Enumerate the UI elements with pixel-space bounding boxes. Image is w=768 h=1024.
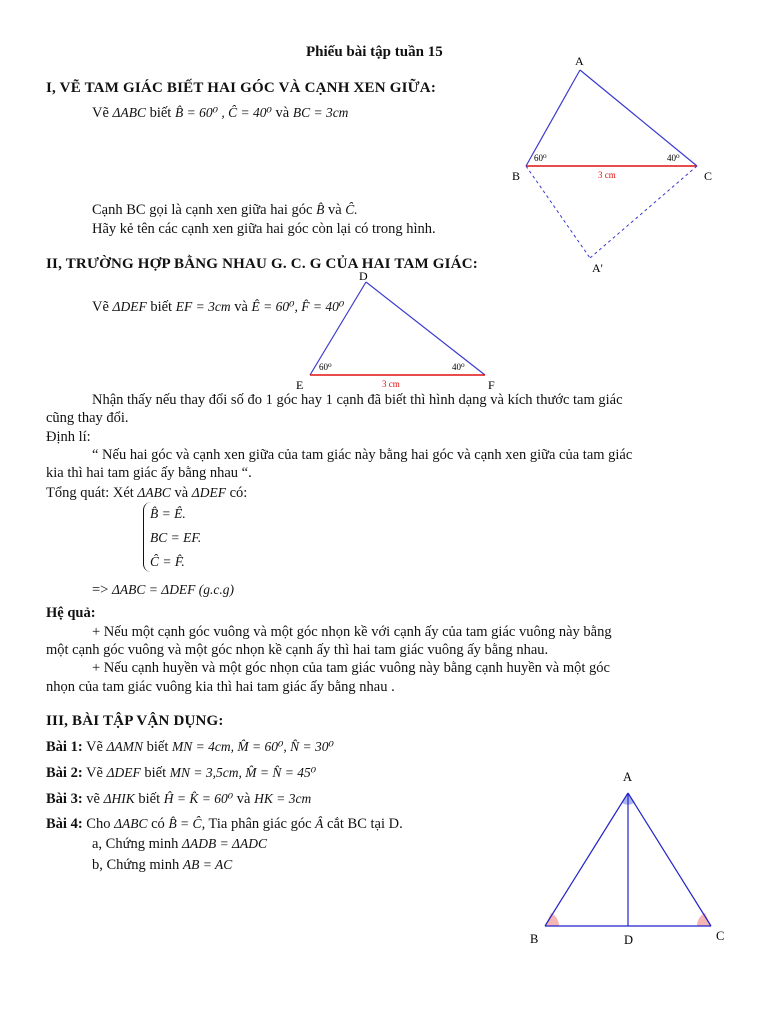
fig2-label-e: E <box>296 378 304 392</box>
note1-va: và <box>327 202 342 218</box>
ex4-co: có <box>151 816 165 832</box>
ex4-triangle: ΔABC <box>114 816 148 831</box>
task2-biet: biết <box>150 299 173 315</box>
fig1-angle-c: 40⁰ <box>667 153 680 163</box>
ex4-angle: Â <box>315 816 324 831</box>
fig1-angle-b: 60⁰ <box>534 153 547 163</box>
task-prefix: Vẽ <box>92 105 109 121</box>
corollary2-line2: nhọn của tam giác vuông kia thì hai tam giác ấy bằng nhau . <box>46 679 395 695</box>
task-angles: B̂ = 60⁰ , Ĉ = 40⁰ <box>174 105 272 120</box>
fig3-label-b: B <box>530 932 539 946</box>
corollary1-line2: một cạnh góc vuông và một góc nhọn kề cạnh ấy thì hai tam giác vuông ấy bằng nhau. <box>46 642 549 658</box>
ex1-given: MN = 4cm, M̂ = 60⁰, N̂ = 30⁰ <box>172 739 334 754</box>
observation-line2: cũng thay đổi. <box>46 410 129 426</box>
theorem-line1: “ Nếu hai góc và cạnh xen giữa của tam giác này bằng hai góc và cạnh xen giữa của tam giác <box>92 447 633 463</box>
ex4a-math: ΔADB = ΔADC <box>182 836 267 851</box>
ex3-given: Ĥ = K̂ = 60⁰ <box>163 791 234 806</box>
corollary1-line1: + Nếu một cạnh góc vuông và một góc nhọn kề với cạnh ấy của tam giác vuông này bằng <box>92 624 612 640</box>
task-triangle: ΔABC <box>112 105 146 120</box>
ex2-label: Bài 2: <box>46 765 83 781</box>
ex4-rest: , Tia phân giác góc <box>201 816 312 832</box>
ex1-label: Bài 1: <box>46 739 83 755</box>
ex4b-math: AB = AC <box>182 857 233 872</box>
note1-angle-b: B̂ <box>316 202 325 217</box>
fig3-label-a: A <box>623 770 633 784</box>
task-biet: biết <box>149 105 172 121</box>
general-va: và <box>174 485 189 501</box>
section3-heading: III, BÀI TẬP VẬN DỤNG: <box>46 713 224 729</box>
ex3-va: và <box>236 791 251 807</box>
theorem-label: Định lí: <box>46 429 91 445</box>
conclusion-math: ΔABC = ΔDEF (g.c.g) <box>111 582 235 597</box>
ex1-biet: biết <box>146 739 169 755</box>
ex4-text: Cho <box>86 816 111 832</box>
theorem-line2: kia thì hai tam giác ấy bằng nhau “. <box>46 465 252 481</box>
ex4b-text: b, Chứng minh <box>92 857 180 873</box>
section2-heading: II, TRƯỜNG HỢP BẰNG NHAU G. C. G CỦA HAI TAM GIÁC: <box>46 256 478 272</box>
ex2-triangle: ΔDEF <box>106 765 141 780</box>
general-co: có: <box>229 485 248 501</box>
ex3-triangle: ΔHIK <box>103 791 135 806</box>
corollary-label: Hệ quả: <box>46 605 96 621</box>
ex4-given: B̂ = Ĉ <box>168 816 202 831</box>
condition-1: B̂ = Ê. <box>150 506 186 521</box>
general-prefix: Tổng quát: Xét <box>46 485 134 501</box>
fig1-label-c: C <box>704 169 713 183</box>
fig1-label-b: B <box>512 169 521 183</box>
ex2-given: MN = 3,5cm, M̂ = N̂ = 45⁰ <box>169 765 317 780</box>
section1-heading: I, VẼ TAM GIÁC BIẾT HAI GÓC VÀ CẠNH XEN GIỮA: <box>46 80 437 96</box>
ex3-text: vẽ <box>86 791 100 807</box>
fig1-label-a: A <box>575 54 584 68</box>
section1-note2: Hãy kẻ tên các cạnh xen giữa hai góc còn lại có trong hình. <box>92 221 436 237</box>
ex4a-text: a, Chứng minh <box>92 836 179 852</box>
fig2-label-f: F <box>488 378 495 392</box>
corollary2-line1: + Nếu cạnh huyền và một góc nhọn của tam giác vuông này bằng cạnh huyền và một góc <box>92 660 610 676</box>
fig1-label-a-prime: A' <box>592 261 603 275</box>
ex1-text: Vẽ <box>86 739 103 755</box>
fig1-side-label: 3 cm <box>598 170 616 180</box>
task2-side: EF = 3cm <box>175 299 231 314</box>
ex3-label: Bài 3: <box>46 791 83 807</box>
fig2-label-d: D <box>359 269 368 283</box>
condition-3: Ĉ = F̂. <box>150 554 185 569</box>
observation-line1: Nhận thấy nếu thay đổi số đo 1 góc hay 1 cạnh đã biết thì hình dạng và kích thước tam giác <box>92 392 623 408</box>
ex4-label: Bài 4: <box>46 816 83 832</box>
fig3-label-c: C <box>716 929 725 943</box>
task2-triangle: ΔDEF <box>112 299 147 314</box>
condition-2: BC = EF. <box>150 530 202 545</box>
ex4-end: cắt BC tại D. <box>327 816 403 832</box>
conclusion-arrow: => <box>92 582 109 598</box>
task-va: và <box>275 105 290 121</box>
ex2-biet: biết <box>144 765 167 781</box>
fig2-angle-f: 40⁰ <box>452 362 465 372</box>
fig2-side-label: 3 cm <box>382 379 400 389</box>
note1-text: Cạnh BC gọi là cạnh xen giữa hai góc <box>92 202 313 218</box>
task-side: BC = 3cm <box>292 105 349 120</box>
ex3-biet: biết <box>138 791 161 807</box>
note1-angle-c: Ĉ. <box>345 202 358 217</box>
ex1-triangle: ΔAMN <box>106 739 143 754</box>
general-tri2: ΔDEF <box>191 485 226 500</box>
ex2-text: Vẽ <box>86 765 103 781</box>
fig2-angle-e: 60⁰ <box>319 362 332 372</box>
task2-va: và <box>234 299 248 315</box>
task2-prefix: Vẽ <box>92 299 109 315</box>
general-tri1: ΔABC <box>137 485 171 500</box>
ex3-side: HK = 3cm <box>254 791 312 806</box>
page-title: Phiếu bài tập tuần 15 <box>306 44 443 60</box>
task2-angles: Ê = 60⁰, F̂ = 40⁰ <box>251 299 345 314</box>
fig3-label-d: D <box>624 933 634 947</box>
